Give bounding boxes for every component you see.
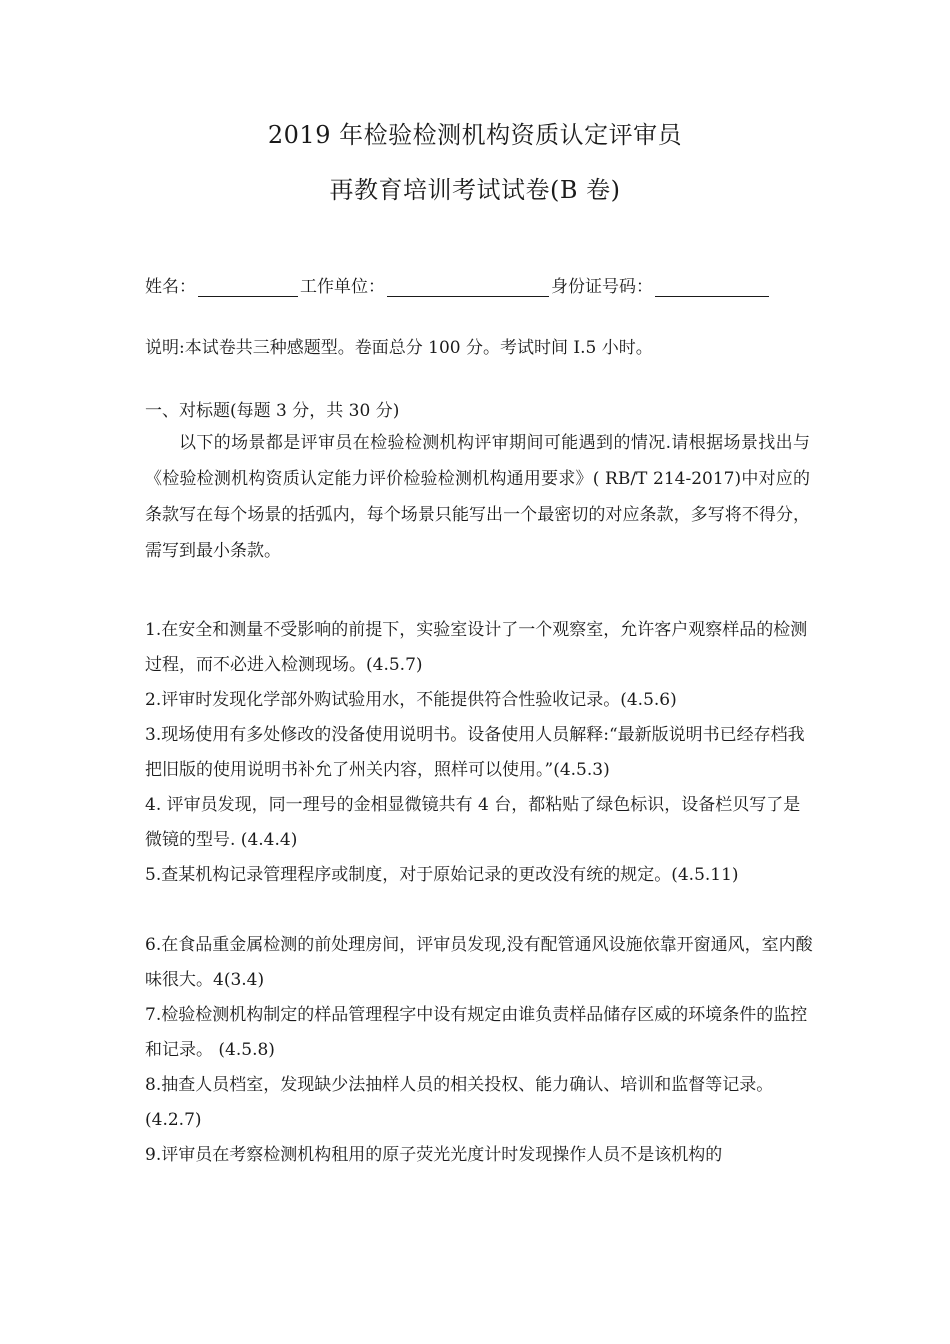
question-2: 2.评审时发现化学部外购试验用水，不能提供符合性验收记录。(4.5.6) [145,690,677,710]
unit-blank [387,278,549,297]
question-9: 9.评审员在考察检测机构租用的原子荧光光度计时发现操作人员不是该机构的 [145,1145,723,1165]
id-number-label: 身份证号码： [551,277,653,297]
question-8: 8.抽查人员档室，发现缺少法抽样人员的相关投权、能力确认、培训和监督等记录。(4.2.7) [145,1075,774,1130]
unit-label: 工作单位： [300,277,385,297]
id-number-blank [655,278,769,297]
exam-title-line2: 再教育培训考试试卷(B 卷) [329,176,621,204]
candidate-info-row [145,272,771,297]
question-5: 5.查某机构记录管理程序或制度，对于原始记录的更改没有统的规定。(4.5.11) [145,865,739,885]
section1-intro: 以下的场景都是评审员在检验检测机构评审期间可能遇到的情况.请根据场景找出与《检验检测机构资质认定能力评价检验检测机构通用要求》( RB/T 214-2017)中对应的条款写在每个场景的括弧内，每个场景只能写出一个最密切的对应条款，多写将不得分，需写到最小条款。 [145,433,810,561]
exam-title-line1: 2019 年检验检测机构资质认定评审员 [267,121,683,149]
question-6: 6.在食品重金属检测的前处理房间，评审员发现,没有配管通风设施依靠开窗通风，室内酸味很大。4(3.4) [145,935,813,990]
section1-heading: 一、对标题(每题 3 分，共 30 分) [145,401,400,421]
question-1: 1.在安全和测量不受影响的前提下，实验室设计了一个观察室，允许客户观察样品的检测过程，而不必进入检测现场。(4.5.7) [145,620,808,675]
question-3: 3.现场使用有多处修改的没备使用说明书。设备使用人员解释:“最新版说明书已经存档我把旧版的使用说明书补允了州关内容，照样可以使用。”(4.5.3) [145,725,805,780]
exam-note: 说明:本试卷共三种感题型。卷面总分 100 分。考试时间 I.5 小时。 [145,338,653,358]
question-4: 4. 评审员发现，同一理号的金相显微镜共有 4 台，都粘贴了绿色标识，设备栏贝写了是微镜的型号. (4.4.4) [145,795,801,850]
question-7: 7.检验检测机构制定的样品管理程字中设有规定由谁负责样品储存区威的环境条件的监控和记录。 (4.5.8) [145,1005,808,1060]
name-label: 姓名： [145,277,196,297]
name-blank [198,278,298,297]
